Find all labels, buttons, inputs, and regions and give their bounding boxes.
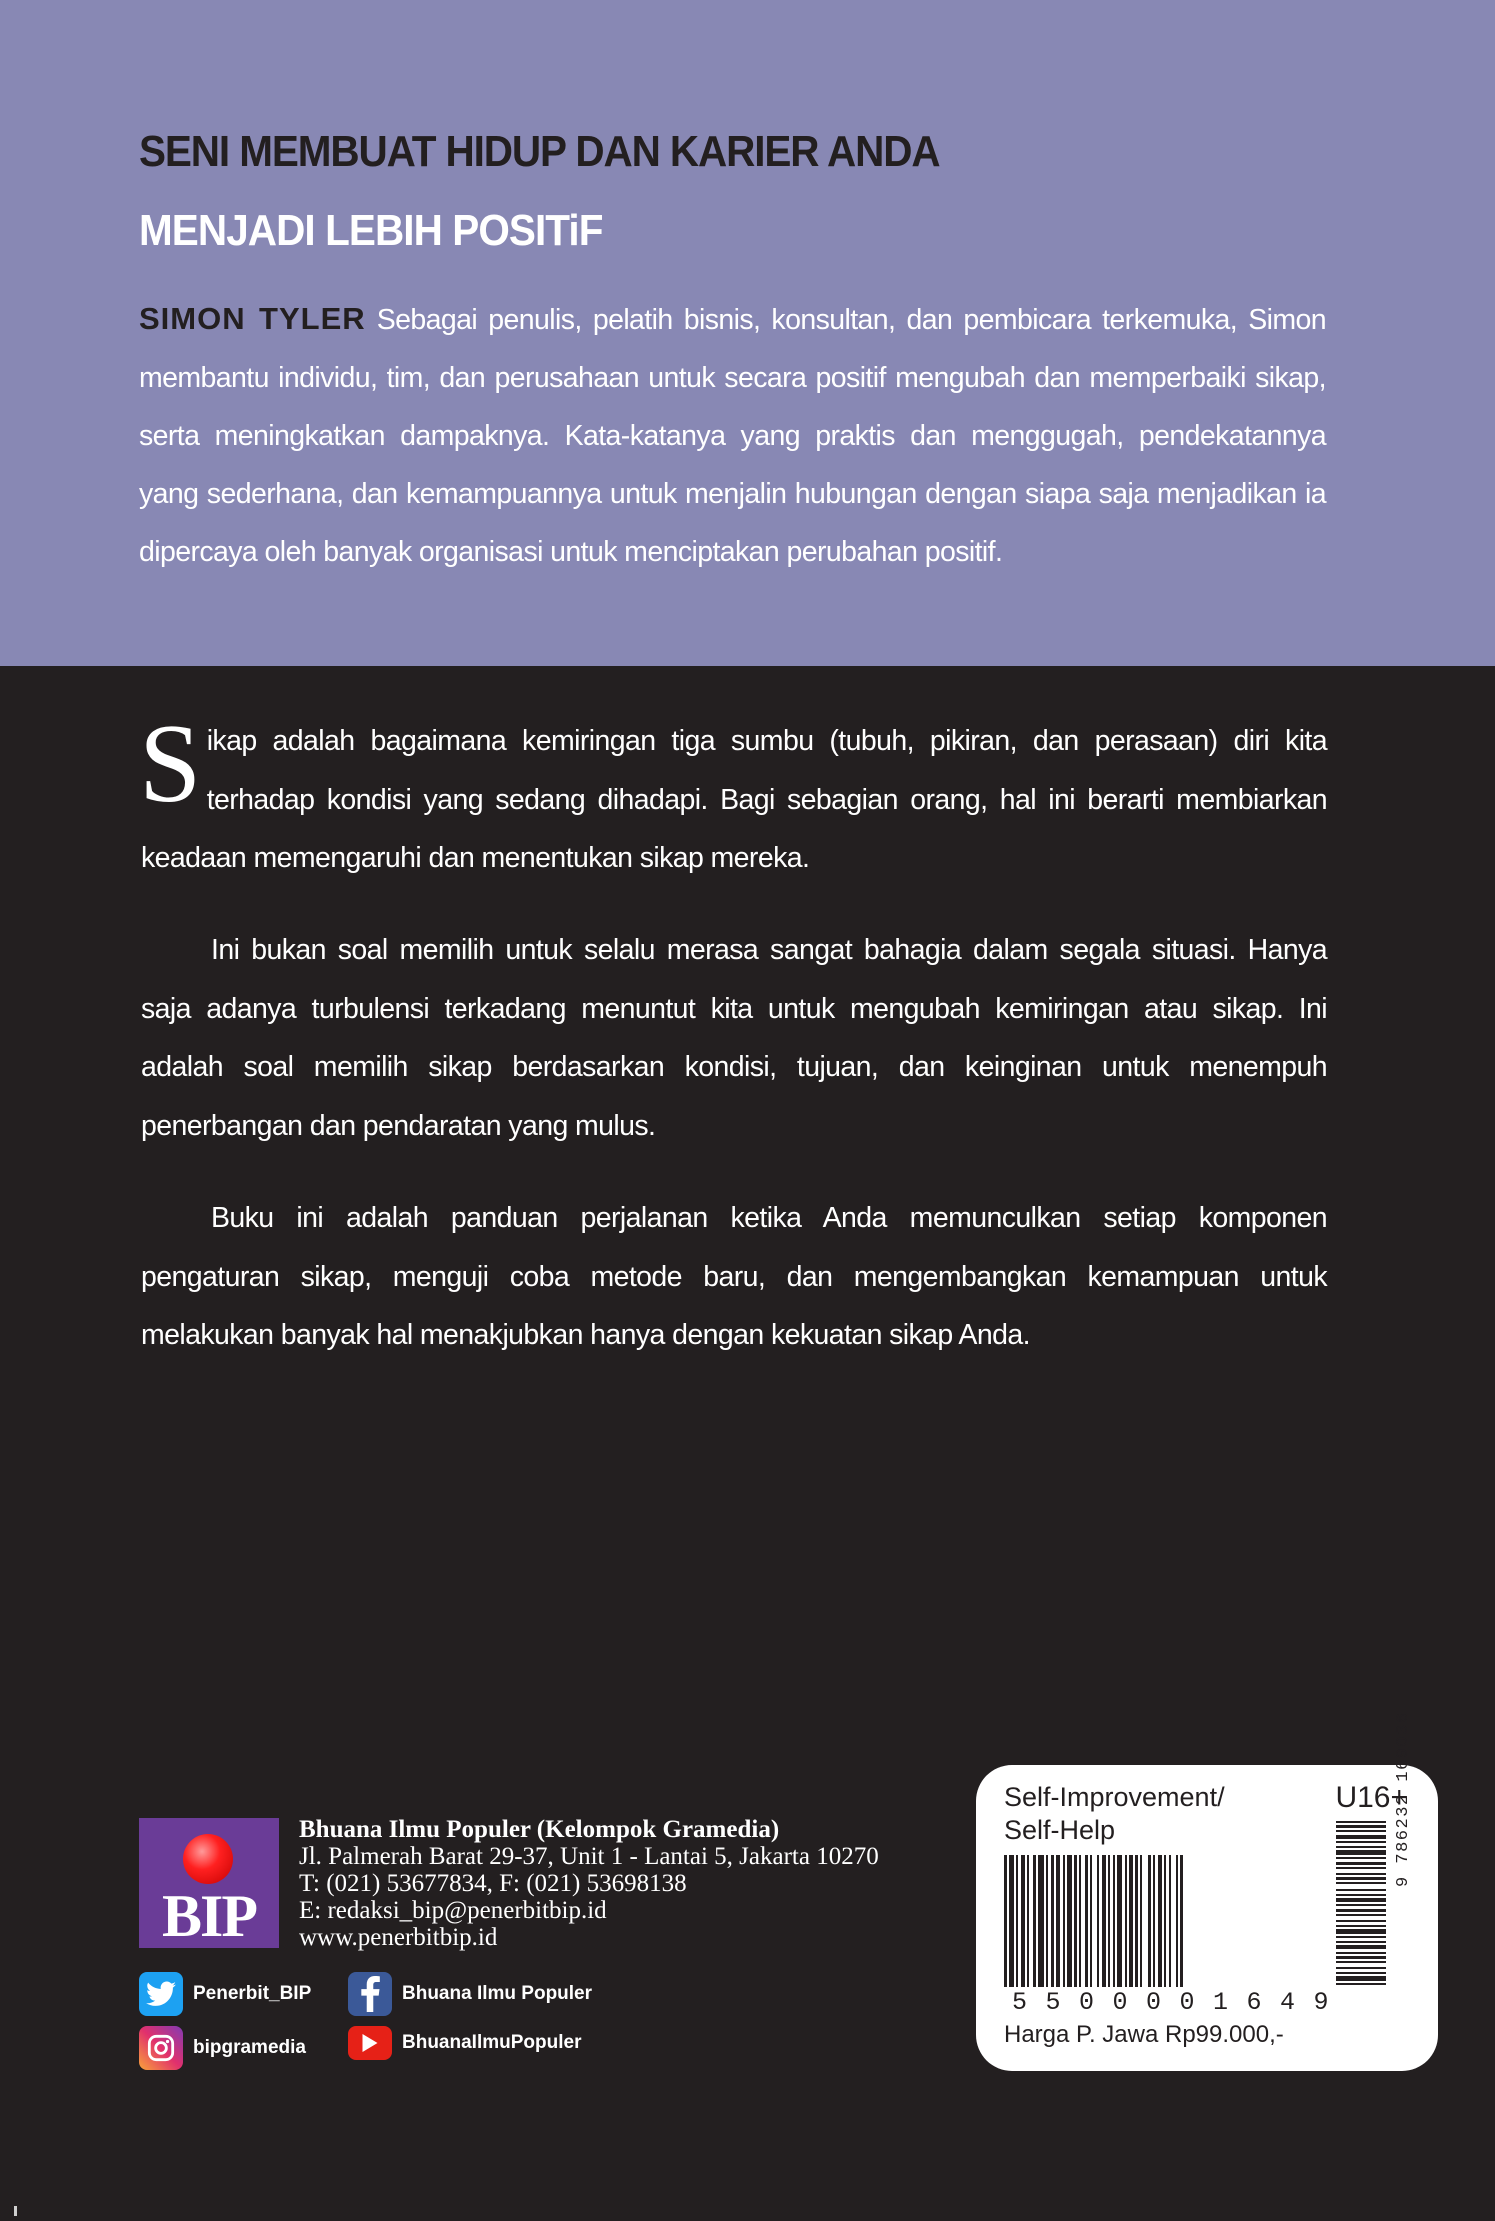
social-instagram — [139, 2026, 306, 2070]
category-line2: Self-Help — [1004, 1815, 1116, 1845]
barcode-stripe — [1046, 1855, 1048, 1987]
youtube-icon — [348, 2026, 392, 2060]
isbn-barcode-stripe — [1336, 1898, 1386, 1902]
social-facebook — [348, 1972, 592, 2016]
barcode-stripe — [1102, 1855, 1106, 1987]
barcode-stripe — [1158, 1855, 1162, 1987]
crop-mark — [14, 2206, 17, 2216]
barcode-stripe — [1004, 1855, 1007, 1987]
isbn-barcode-stripe — [1336, 1862, 1386, 1865]
barcode-stripe — [1056, 1855, 1060, 1987]
isbn-barcode-stripe — [1336, 1841, 1386, 1843]
isbn-barcode-stripe — [1336, 1830, 1386, 1832]
barcode — [1004, 1855, 1308, 1987]
bip-logo-ball — [183, 1834, 233, 1884]
isbn-barcode-stripe — [1336, 1821, 1386, 1823]
barcode-stripe — [1097, 1855, 1099, 1987]
social-twitter — [139, 1972, 311, 2016]
isbn-barcode-stripe — [1336, 1976, 1386, 1981]
barcode-stripe — [1153, 1855, 1155, 1987]
isbn-barcode-stripe — [1336, 1825, 1386, 1828]
barcode-stripe — [1176, 1855, 1178, 1987]
isbn-barcode-stripe — [1336, 1925, 1386, 1927]
isbn-barcode-stripe — [1336, 1983, 1386, 1985]
isbn-barcode-stripe — [1336, 1867, 1386, 1869]
youtube-channel: BhuanaIlmuPopuler — [402, 2032, 582, 2053]
barcode-stripe — [1140, 1855, 1142, 1987]
publisher-email: E: redaksi_bip@penerbitbip.id — [299, 1897, 607, 1924]
isbn-barcode-stripe — [1336, 1972, 1386, 1974]
description-paragraph-1-text: ikap adalah bagaimana kemiringan tiga sumbu (tubuh, pikiran, dan perasaan) diri kita terhadap kondisi yang sedang dihadapi. Bagi sebagian orang, hal ini berarti membiarkan keadaan memengaruhi dan menentukan sikap mereka. — [141, 725, 1327, 874]
barcode-stripe — [1016, 1855, 1018, 1987]
category — [1004, 1781, 1225, 1847]
author-bio — [139, 290, 1326, 581]
age-rating: U16+ — [1335, 1781, 1408, 1814]
barcode-stripe — [1021, 1855, 1025, 1987]
publisher-website: www.penerbitbip.id — [299, 1924, 498, 1951]
instagram-icon — [139, 2026, 183, 2070]
facebook-page: Bhuana Ilmu Populer — [402, 1983, 593, 2004]
barcode-stripe — [1051, 1855, 1054, 1987]
isbn-barcode-stripe — [1336, 1894, 1386, 1896]
barcode-stripe — [1038, 1855, 1044, 1987]
header-band — [0, 0, 1495, 666]
barcode-stripe — [1085, 1855, 1088, 1987]
isbn-barcode-stripe — [1336, 1929, 1386, 1934]
isbn-barcode-stripe — [1336, 1873, 1386, 1875]
isbn-barcode-stripe — [1336, 1945, 1386, 1949]
barcode-stripe — [1125, 1855, 1127, 1987]
barcode-stripe — [1027, 1855, 1029, 1987]
isbn-barcode-stripe — [1336, 1967, 1386, 1969]
barcode-stripe — [1148, 1855, 1151, 1987]
isbn-barcode-stripe — [1336, 1914, 1386, 1916]
bip-logo — [139, 1818, 279, 1948]
twitter-handle: Penerbit_BIP — [193, 1983, 312, 2004]
facebook-icon — [348, 1972, 392, 2016]
isbn-barcode-stripe — [1336, 1857, 1386, 1859]
barcode-stripe — [1009, 1855, 1014, 1987]
publisher-name: Bhuana Ilmu Populer (Kelompok Gramedia) — [299, 1816, 780, 1843]
isbn-barcode-stripe — [1336, 1920, 1386, 1922]
barcode-stripe — [1129, 1855, 1133, 1987]
dropcap: S — [139, 702, 201, 826]
barcode-stripe — [1164, 1855, 1166, 1987]
barcode-digits: 5500001649 — [1012, 1988, 1348, 2017]
barcode-stripe — [1180, 1855, 1183, 1987]
description-paragraph-3: Buku ini adalah panduan perjalanan ketika Anda memunculkan setiap komponen pengaturan sikap, menguji coba metode baru, dan mengembangkan kemampuan untuk melakukan banyak hal menakjubkan hanya dengan kekuatan sikap Anda. — [141, 1202, 1327, 1351]
barcode-label — [976, 1711, 1438, 2071]
book-title-line1: SENI MEMBUAT HIDUP DAN KARIER ANDA — [139, 127, 940, 176]
barcode-stripe — [1090, 1855, 1092, 1987]
isbn-barcode-stripe — [1336, 1956, 1386, 1959]
isbn-number: 9 786232 169036 — [1394, 1711, 1413, 1887]
isbn-barcode-stripe — [1336, 1889, 1386, 1891]
barcode-stripe — [1117, 1855, 1122, 1987]
isbn-barcode-stripe — [1336, 1835, 1386, 1839]
isbn-barcode-stripe — [1336, 1952, 1386, 1954]
barcode-stripe — [1169, 1855, 1171, 1987]
isbn-barcode-stripe — [1336, 1909, 1386, 1912]
description-paragraph-2: Ini bukan soal memilih untuk selalu merasa sangat bahagia dalam segala situasi. Hanya saja adanya turbulensi terkadang menuntut kita untuk mengubah kemiringan atau sikap. Ini adalah soal memilih sikap berdasarkan kondisi, tujuan, dan keinginan untuk menempuh penerbangan dan pendaratan yang mulus. — [141, 934, 1327, 1142]
isbn-barcode-stripe — [1336, 1850, 1386, 1855]
isbn-barcode-stripe — [1336, 1936, 1386, 1938]
isbn-barcode-stripe — [1336, 1846, 1386, 1848]
description-paragraph-1 — [139, 702, 1327, 888]
author-name: SIMON TYLER — [139, 301, 366, 336]
barcode-stripe — [1135, 1855, 1138, 1987]
social-youtube — [348, 2026, 581, 2060]
barcode-stripe — [1108, 1855, 1110, 1987]
price: Harga P. Jawa Rp99.000,- — [1004, 2021, 1284, 2048]
isbn-barcode — [1336, 1821, 1392, 2013]
twitter-icon — [139, 1972, 183, 2016]
barcode-stripe — [1074, 1855, 1077, 1987]
publisher-phone: T: (021) 53677834, F: (021) 53698138 — [299, 1870, 687, 1897]
barcode-stripe — [1067, 1855, 1072, 1987]
publisher-address: Jl. Palmerah Barat 29-37, Unit 1 - Lantai 5, Jakarta 10270 — [299, 1843, 879, 1870]
bip-logo-text: BIP — [161, 1883, 257, 1949]
category-line1: Self-Improvement/ — [1004, 1782, 1225, 1812]
barcode-stripe — [1079, 1855, 1081, 1987]
publisher-info — [299, 1816, 879, 1951]
isbn-barcode-stripe — [1336, 1961, 1386, 1963]
isbn-barcode-stripe — [1336, 1877, 1386, 1880]
author-bio-text: Sebagai penulis, pelatih bisnis, konsultan, dan pembicara terkemuka, Simon membantu individu, tim, dan perusahaan untuk secara positif mengubah dan memperbaiki sikap, serta meningkatkan dampaknya. Kata-katanya yang praktis dan menggugah, pendekatannya yang sederhana, dan kemampuannya untuk menjalin hubungan dengan siapa saja menjadikan ia dipercaya oleh banyak organisasi untuk menciptakan perubahan positif. — [139, 304, 1326, 568]
isbn-barcode-stripe — [1336, 1941, 1386, 1943]
isbn-barcode-stripe — [1336, 1882, 1386, 1884]
barcode-stripe — [1033, 1855, 1036, 1987]
instagram-handle: bipgramedia — [193, 2037, 306, 2058]
barcode-stripe — [1113, 1855, 1115, 1987]
barcode-stripe — [1063, 1855, 1065, 1987]
book-title-line2: MENJADI LEBIH POSITiF — [139, 206, 603, 255]
isbn-barcode-stripe — [1336, 1904, 1386, 1906]
